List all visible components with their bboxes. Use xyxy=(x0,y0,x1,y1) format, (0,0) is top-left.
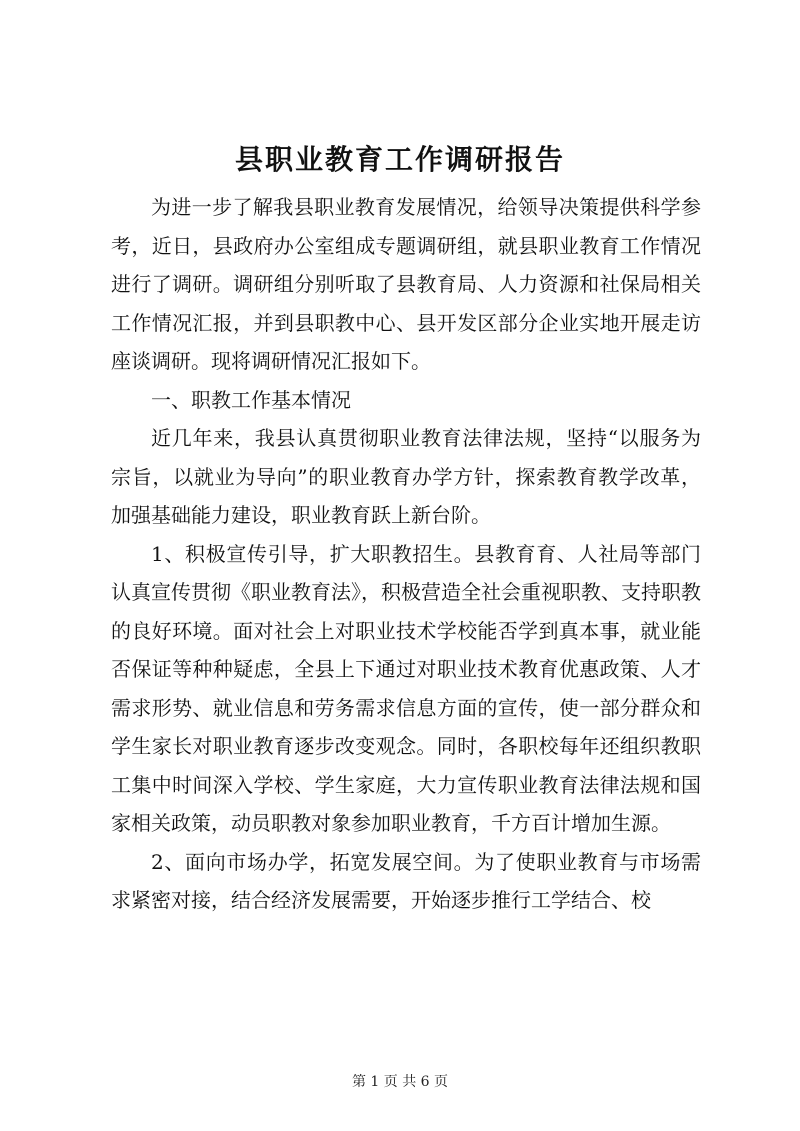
document-title: 县职业教育工作调研报告 xyxy=(234,143,565,176)
section-1-paragraph: 近几年来，我县认真贯彻职业教育法律法规，坚持“以服务为宗旨，以就业为导向”的职业教育办学方针，探索教育教学改革，加强基础能力建设，职业教育跃上新台阶。 xyxy=(111,426,701,527)
section-heading-1: 一、职教工作基本情况 xyxy=(151,387,351,412)
point-2-paragraph: 2、面向市场办学，拓宽发展空间。为了使职业教育与市场需求紧密对接，结合经济发展需要，开始逐步推行工学结合、校 xyxy=(111,849,701,912)
point-1-paragraph: 1、积极宣传引导，扩大职教招生。县教育育、人社局等部门认真宣传贯彻《职业教育法》，积极营造全社会重视职教、支持职教的良好环境。面对社会上对职业技术学校能否学到真本事，就业能否保证等种种疑虑，全县上下通过对职业技术教育优惠政策、人才需求形势、就业信息和劳务需求信息方面的宣传，使一部分群众和学生家长对职业教育逐步改变观念。同时，各职校每年还组织教职工集中时间深入学校、学生家庭，大力宣传职业教育法律法规和国家相关政策，动员职教对象参加职业教育，千方百计增加生源。 xyxy=(111,541,701,835)
document-body xyxy=(111,188,701,920)
page-footer: 第 1 页 共 6 页 xyxy=(351,1074,449,1090)
intro-paragraph: 为进一步了解我县职业教育发展情况，给领导决策提供科学参考，近日，县政府办公室组成专题调研组，就县职业教育工作情况进行了调研。调研组分别听取了县教育局、人力资源和社保局相关工作情况汇报，并到县职教中心、县开发区部分企业实地开展走访座谈调研。现将调研情况汇报如下。 xyxy=(111,195,701,373)
